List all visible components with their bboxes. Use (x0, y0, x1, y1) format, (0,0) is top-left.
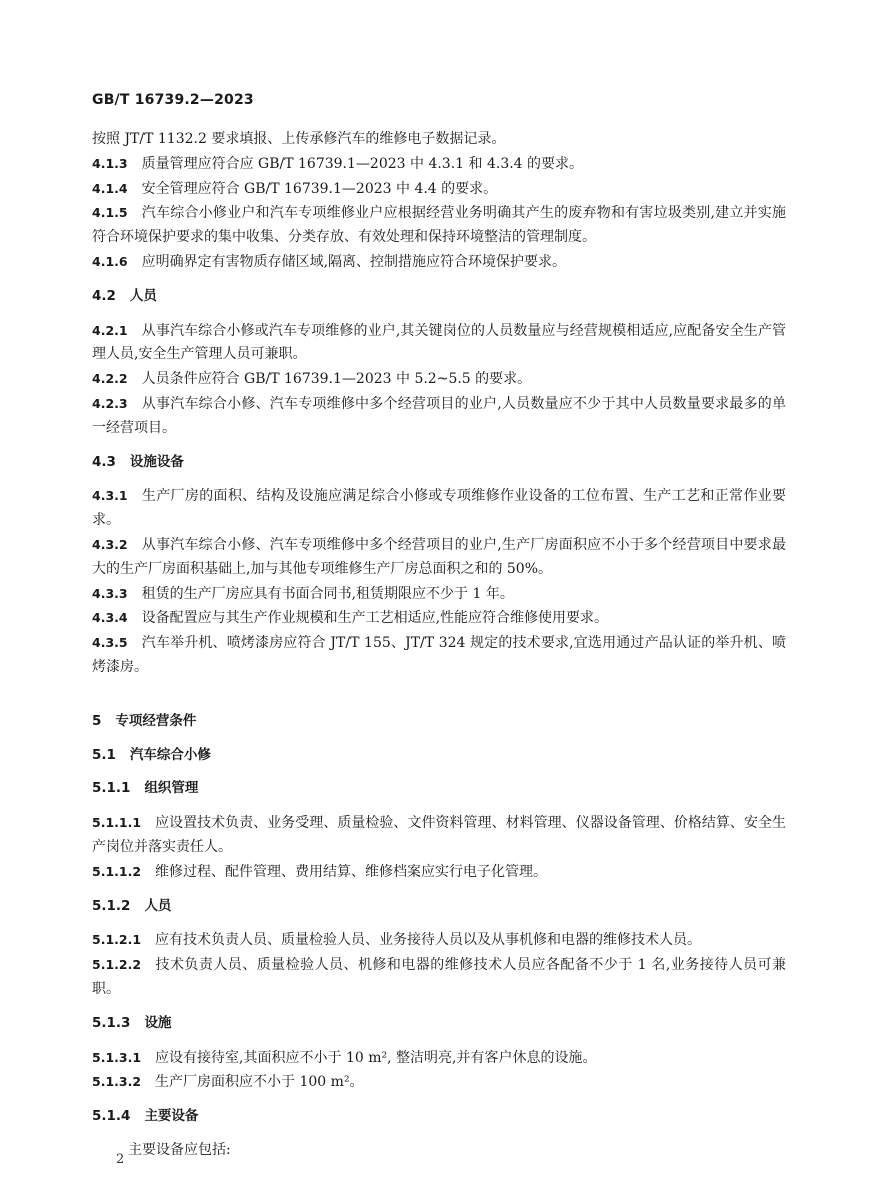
clause-number: 4.2.3 (92, 395, 128, 411)
clause-text: 应明确界定有害物质存储区域,隔离、控制措施应符合环境保护要求。 (141, 253, 567, 270)
clause-number: 4.3.4 (92, 610, 128, 626)
clause-number: 5.1.3.1 (92, 1049, 142, 1065)
standard-code: GB/T 16739.2—2023 (92, 92, 254, 108)
clause-text: 生产厂房面积应不小于 100 m²。 (155, 1074, 364, 1091)
clause-text: 汽车综合小修业户和汽车专项维修业户应根据经营业务明确其产生的废弃物和有害垃圾类别,建立并实施符合环境保护要求的集中收集、分类存放、有效处理和保持环境整洁的管理制度。 (92, 205, 786, 246)
clause-number: 4.1.6 (92, 253, 128, 269)
heading-title: 设施设备 (129, 453, 184, 470)
lead-paragraph (92, 1139, 786, 1163)
clause-text: 从事汽车综合小修、汽车专项维修中多个经营项目的业户,生产厂房面积应不小于多个经营项目中要求最大的生产厂房面积基础上,加与其他专项维修生产厂房总面积之和的 50%。 (92, 536, 786, 577)
clause-number: 5.1.1.1 (92, 815, 142, 831)
clause-text: 汽车举升机、喷烤漆房应符合 JT/T 155、JT/T 324 规定的技术要求,宜选用通过产品认证的举升机、喷烤漆房。 (92, 635, 786, 675)
clause-paragraph (92, 582, 786, 607)
clause-text: 安全管理应符合 GB/T 16739.1—2023 中 4.4 的要求。 (141, 180, 498, 197)
heading-title: 汽车综合小修 (129, 746, 211, 763)
clause-text: 质量管理应符合应 GB/T 16739.1—2023 中 4.3.1 和 4.3.4 的要求。 (141, 155, 584, 172)
clause-paragraph (92, 152, 786, 177)
heading-number: 5.1 (92, 746, 116, 763)
section-heading (92, 285, 786, 309)
clause-text: 租赁的生产厂房应具有书面合同书,租赁期限应不少于 1 年。 (141, 585, 514, 602)
heading-number: 4.2 (92, 287, 116, 304)
heading-number: 5.1.2 (92, 897, 131, 914)
chapter-heading (92, 710, 786, 734)
clause-number: 4.3.2 (92, 536, 128, 552)
heading-title: 设施 (144, 1014, 172, 1031)
clause-paragraph (92, 392, 786, 441)
heading-number: 5.1.3 (92, 1014, 131, 1031)
section-heading (92, 895, 786, 919)
heading-number: 5.1.4 (92, 1108, 131, 1125)
heading-title: 人员 (129, 287, 157, 304)
clause-text: 技术负责人员、质量检验人员、机修和电器的维修技术人员应各配备不少于 1 名,业务接待人员可兼职。 (92, 957, 786, 997)
section-heading (92, 1105, 786, 1129)
clause-text: 应设置技术负责、业务受理、质量检验、文件资料管理、材料管理、仪器设备管理、价格结算、安全生产岗位并落实责任人。 (92, 815, 786, 855)
section-heading (92, 744, 786, 768)
clause-text: 人员条件应符合 GB/T 16739.1—2023 中 5.2~5.5 的要求。 (141, 371, 532, 388)
clause-paragraph (92, 811, 786, 860)
clause-number: 4.1.3 (92, 155, 128, 171)
clause-number: 5.1.2.1 (92, 932, 142, 948)
clause-paragraph (92, 177, 786, 202)
clause-number: 4.3.5 (92, 635, 128, 651)
clause-paragraph (92, 533, 786, 582)
clause-text: 设备配置应与其生产作业规模和生产工艺相适应,性能应符合维修使用要求。 (141, 610, 609, 627)
section-heading (92, 451, 786, 475)
clause-text: 主要设备应包括: (128, 1141, 231, 1158)
clause-text: 应设有接待室,其面积应不小于 10 m², 整洁明亮,并有客户休息的设施。 (155, 1049, 597, 1066)
clause-paragraph (92, 484, 786, 533)
section-heading (92, 777, 786, 801)
clause-paragraph (92, 928, 786, 953)
clause-number: 5.1.1.2 (92, 863, 142, 879)
clause-paragraph (92, 250, 786, 275)
clause-number: 4.2.2 (92, 371, 128, 387)
heading-number: 4.3 (92, 453, 116, 470)
clause-text: 生产厂房的面积、结构及设施应满足综合小修或专项维修作业设备的工位布置、生产工艺和正常作业要求。 (92, 488, 786, 529)
clause-text: 从事汽车综合小修、汽车专项维修中多个经营项目的业户,人员数量应不少于其中人员数量要求最多的单一经营项目。 (92, 395, 786, 436)
clause-paragraph (92, 367, 786, 392)
clause-text: 应有技术负责人员、质量检验人员、业务接待人员以及从事机修和电器的维修技术人员。 (155, 932, 702, 949)
clause-text: 按照 JT/T 1132.2 要求填报、上传承修汽车的维修电子数据记录。 (92, 131, 506, 147)
page-number: 2 (116, 1152, 125, 1167)
clause-paragraph (92, 319, 786, 368)
clause-paragraph (92, 1070, 786, 1095)
clause-number: 4.1.4 (92, 180, 128, 196)
clause-paragraph (92, 631, 786, 680)
clause-number: 5.1.2.2 (92, 957, 142, 973)
section-heading (92, 1012, 786, 1036)
clause-number: 5.1.3.2 (92, 1074, 142, 1090)
clause-paragraph (92, 953, 786, 1002)
clause-text: 从事汽车综合小修或汽车专项维修的业户,其关键岗位的人员数量应与经营规模相适应,应配备安全生产管理人员,安全生产管理人员可兼职。 (92, 322, 786, 363)
clause-paragraph (92, 860, 786, 885)
clause-number: 4.3.1 (92, 488, 128, 504)
clause-number: 4.3.3 (92, 585, 128, 601)
heading-number: 5.1.1 (92, 780, 131, 797)
heading-title: 组织管理 (144, 780, 199, 797)
clause-paragraph (92, 1046, 786, 1071)
clause-number: 4.1.5 (92, 205, 128, 221)
heading-title: 人员 (144, 897, 172, 914)
clause-text: 维修过程、配件管理、费用结算、维修档案应实行电子化管理。 (155, 863, 548, 880)
clause-paragraph (92, 201, 786, 250)
clause-paragraph (92, 606, 786, 631)
clause-number: 4.2.1 (92, 322, 128, 338)
heading-title: 主要设备 (144, 1108, 199, 1125)
document-body (92, 128, 786, 1163)
heading-title: 专项经营条件 (115, 712, 197, 729)
heading-number: 5 (92, 712, 102, 729)
clause-paragraph (92, 128, 786, 152)
